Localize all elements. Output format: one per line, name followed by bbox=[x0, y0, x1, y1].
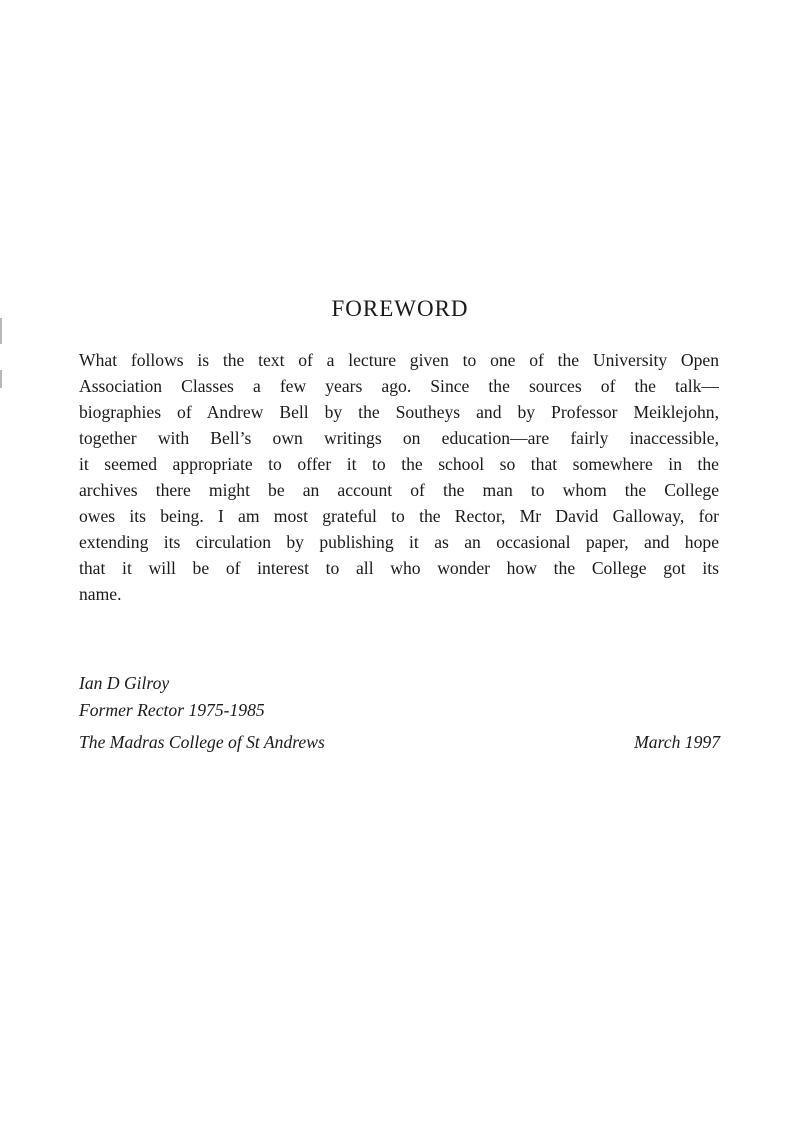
paragraph-line: Association Classes a few years ago. Since the sources of the talk— bbox=[79, 376, 719, 396]
paragraph-line: What follows is the text of a lecture given to one of the University Open bbox=[79, 350, 719, 370]
paragraph-line: archives there might be an account of the man to whom the College bbox=[79, 480, 719, 500]
paragraph-line: it seemed appropriate to offer it to the school so that somewhere in the bbox=[79, 454, 719, 474]
foreword-date: March 1997 bbox=[634, 732, 720, 752]
foreword-paragraph bbox=[79, 347, 719, 607]
paragraph-line: name. bbox=[79, 584, 122, 604]
signature-name: Ian D Gilroy bbox=[79, 673, 170, 693]
paragraph-line: extending its circulation by publishing it as an occasional paper, and hope bbox=[79, 532, 719, 552]
paragraph-line: that it will be of interest to all who wonder how the College got its bbox=[79, 558, 719, 578]
signature-title: Former Rector 1975-1985 bbox=[79, 700, 265, 720]
paragraph-line: biographies of Andrew Bell by the Southeys and by Professor Meiklejohn, bbox=[79, 402, 719, 422]
page-title: FOREWORD bbox=[331, 296, 469, 321]
signature-institution: The Madras College of St Andrews bbox=[79, 732, 325, 752]
paragraph-line: owes its being. I am most grateful to the Rector, Mr David Galloway, for bbox=[79, 506, 719, 526]
scan-edge-mark bbox=[0, 370, 2, 388]
paragraph-line: together with Bell’s own writings on education—are fairly inaccessible, bbox=[79, 428, 719, 448]
